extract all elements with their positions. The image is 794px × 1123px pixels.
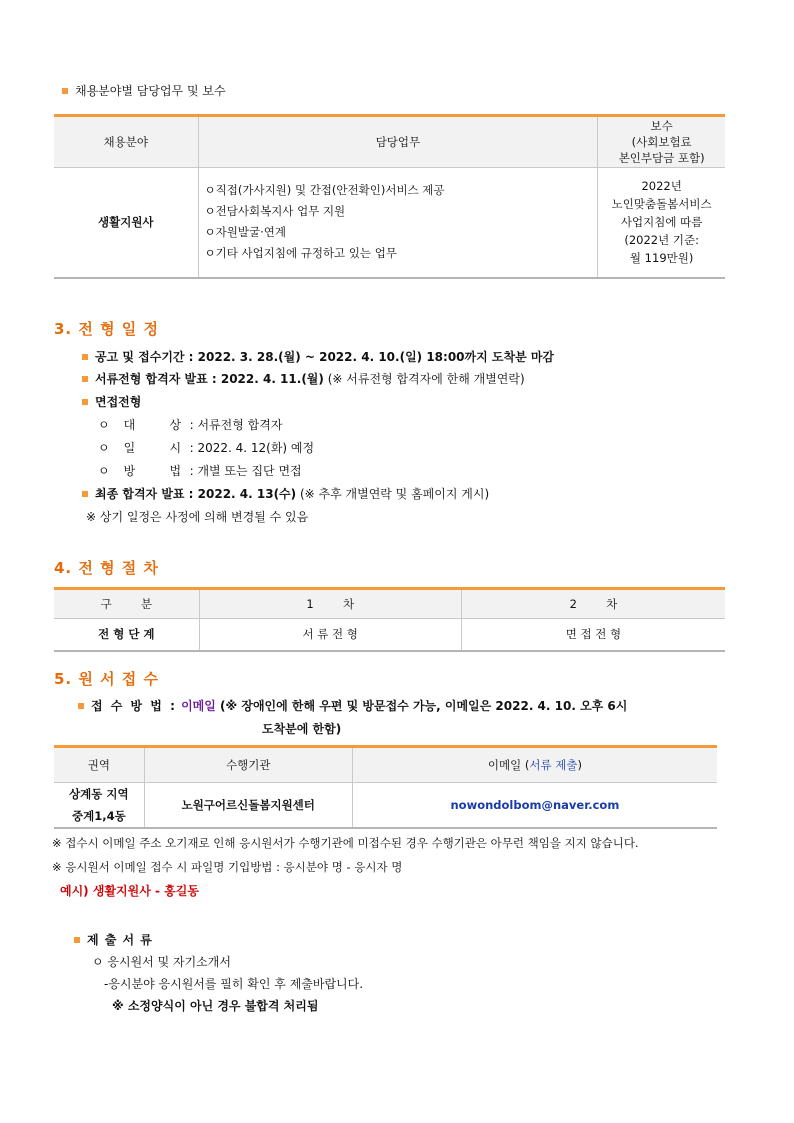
pay-header-line: (사회보험료 bbox=[631, 135, 692, 149]
documents-title: 제 출 서 류 bbox=[87, 933, 153, 947]
interview-method bbox=[98, 460, 302, 482]
bullet-square-icon bbox=[82, 491, 88, 497]
notice-text: 공고 및 접수기간 : 2022. 3. 28.(월) ~ 2022. 4. 10.(일) 18:00까지 도착분 마감 bbox=[95, 350, 555, 364]
pay-header-line: 보수 bbox=[650, 119, 673, 133]
sub-value: : 2022. 4. 12(화) 예정 bbox=[189, 441, 315, 455]
pay-cell bbox=[598, 168, 725, 278]
method-value: 이메일 bbox=[176, 699, 216, 713]
recruit-heading bbox=[62, 80, 226, 102]
schedule-title: 3. 전 형 일 정 bbox=[54, 320, 159, 338]
pay-line: (2022년 기준: bbox=[624, 233, 699, 248]
pay-line: 2022년 bbox=[641, 179, 682, 194]
schedule-notice bbox=[82, 346, 554, 368]
recruit-heading-text: 채용분야별 담당업무 및 보수 bbox=[75, 84, 226, 98]
pay-line: 노인맞춤돌봄서비스 bbox=[611, 197, 712, 212]
sub-value: : 서류전형 합격자 bbox=[189, 418, 283, 432]
bullet-square-icon bbox=[82, 399, 88, 405]
interview-text: 면접전형 bbox=[95, 395, 142, 409]
bullet-square-icon bbox=[74, 937, 80, 943]
application-example: 예시) 생활지원사 - 홍길동 bbox=[60, 884, 199, 898]
bullet-square-icon bbox=[62, 88, 68, 94]
schedule-note: ※ 상기 일정은 사정에 의해 변경될 수 있음 bbox=[86, 510, 309, 524]
schedule-doc-result bbox=[82, 368, 525, 390]
method-note: (※ 장애인에 한해 우편 및 방문접수 가능, 이메일은 2022. 4. 10. 오후 6시 bbox=[215, 699, 628, 713]
application-title: 5. 원 서 접 수 bbox=[54, 670, 159, 688]
area-line: 중계1,4동 bbox=[71, 809, 126, 823]
procedure-h0: 구 분 bbox=[54, 589, 199, 619]
email-link[interactable]: nowondolbom@naver.com bbox=[352, 783, 717, 829]
col-field-header: 채용분야 bbox=[54, 116, 198, 168]
schedule-interview bbox=[82, 391, 141, 413]
email-header-c: ) bbox=[577, 758, 582, 772]
area-line: 상계동 지역 bbox=[69, 787, 129, 801]
pay-header-line: 본인부담금 포함) bbox=[618, 151, 705, 165]
doc-result-text: 서류전형 합격자 발표 : 2022. 4. 11.(월) bbox=[95, 372, 324, 386]
procedure-h1: 1 차 bbox=[199, 589, 461, 619]
duty-item: ㅇ전담사회복지사 업무 지원 bbox=[204, 204, 346, 219]
application-method bbox=[78, 695, 718, 717]
field-cell: 생활지원사 bbox=[98, 215, 154, 230]
col-org-header: 수행기관 bbox=[144, 747, 352, 783]
method-label: 접 수 방 법 : bbox=[91, 699, 177, 713]
application-note2: ※ 응시원서 이메일 접수 시 파일명 기입방법 : 응시분야 명 - 응시자 명 bbox=[52, 860, 403, 874]
circle-mark: ㅇ bbox=[98, 464, 110, 478]
interview-target bbox=[98, 414, 282, 436]
circle-mark: ㅇ bbox=[98, 441, 110, 455]
sub-value: : 개별 또는 집단 면접 bbox=[189, 464, 302, 478]
documents-item: ㅇ 응시원서 및 자기소개서 bbox=[92, 955, 231, 969]
procedure-title: 4. 전 형 절 차 bbox=[54, 559, 159, 577]
doc-result-note: (※ 서류전형 합격자에 한해 개별연락) bbox=[323, 372, 525, 386]
area-cell bbox=[54, 783, 144, 829]
duty-item: ㅇ직접(가사지원) 및 간접(안전확인)서비스 제공 bbox=[204, 183, 445, 198]
schedule-final bbox=[82, 483, 489, 505]
duty-item: ㅇ기타 사업지침에 규정하고 있는 업무 bbox=[204, 246, 397, 261]
procedure-r1: 서 류 전 형 bbox=[199, 619, 461, 651]
email-header-a: 이메일 ( bbox=[487, 758, 530, 772]
org-cell: 노원구어르신돌봄지원센터 bbox=[144, 783, 352, 829]
col-email-header bbox=[352, 747, 717, 783]
final-text: 최종 합격자 발표 : 2022. 4. 13(수) bbox=[95, 487, 297, 501]
final-note: (※ 추후 개별연락 및 홈페이지 게시) bbox=[296, 487, 490, 501]
circle-mark: ㅇ bbox=[98, 418, 110, 432]
duty-item: ㅇ자원발굴·연계 bbox=[204, 225, 286, 240]
duty-cell bbox=[198, 168, 598, 278]
procedure-table bbox=[54, 587, 725, 652]
bullet-square-icon bbox=[78, 703, 84, 709]
bullet-square-icon bbox=[82, 354, 88, 360]
documents-heading bbox=[74, 929, 153, 951]
col-pay-header bbox=[598, 116, 725, 168]
sub-label: 일 시 bbox=[123, 441, 182, 455]
recruit-table bbox=[54, 114, 725, 279]
pay-line: 사업지침에 따름 bbox=[620, 215, 703, 230]
sub-label: 대 상 bbox=[123, 418, 182, 432]
procedure-h2: 2 차 bbox=[461, 589, 725, 619]
col-duty-header: 담당업무 bbox=[198, 116, 598, 168]
procedure-r0: 전 형 단 계 bbox=[98, 627, 155, 642]
sub-label: 방 법 bbox=[123, 464, 182, 478]
email-header-b: 서류 제출 bbox=[529, 758, 578, 772]
bullet-square-icon bbox=[82, 376, 88, 382]
documents-warn: ※ 소정양식이 아닌 경우 불합격 처리됨 bbox=[112, 999, 319, 1013]
col-area-header: 권역 bbox=[54, 747, 144, 783]
application-table bbox=[54, 745, 717, 829]
procedure-r2: 면 접 전 형 bbox=[461, 619, 725, 651]
application-method-note2: 도착분에 한함) bbox=[262, 722, 342, 736]
documents-detail: -응시분야 응시원서를 필히 확인 후 제출바랍니다. bbox=[104, 977, 364, 991]
interview-date bbox=[98, 437, 314, 459]
pay-line: 월 119만원) bbox=[629, 251, 694, 266]
application-note1: ※ 접수시 이메일 주소 오기재로 인해 응시원서가 수행기관에 미접수된 경우 수행기관은 아무런 책임을 지지 않습니다. bbox=[52, 836, 639, 850]
